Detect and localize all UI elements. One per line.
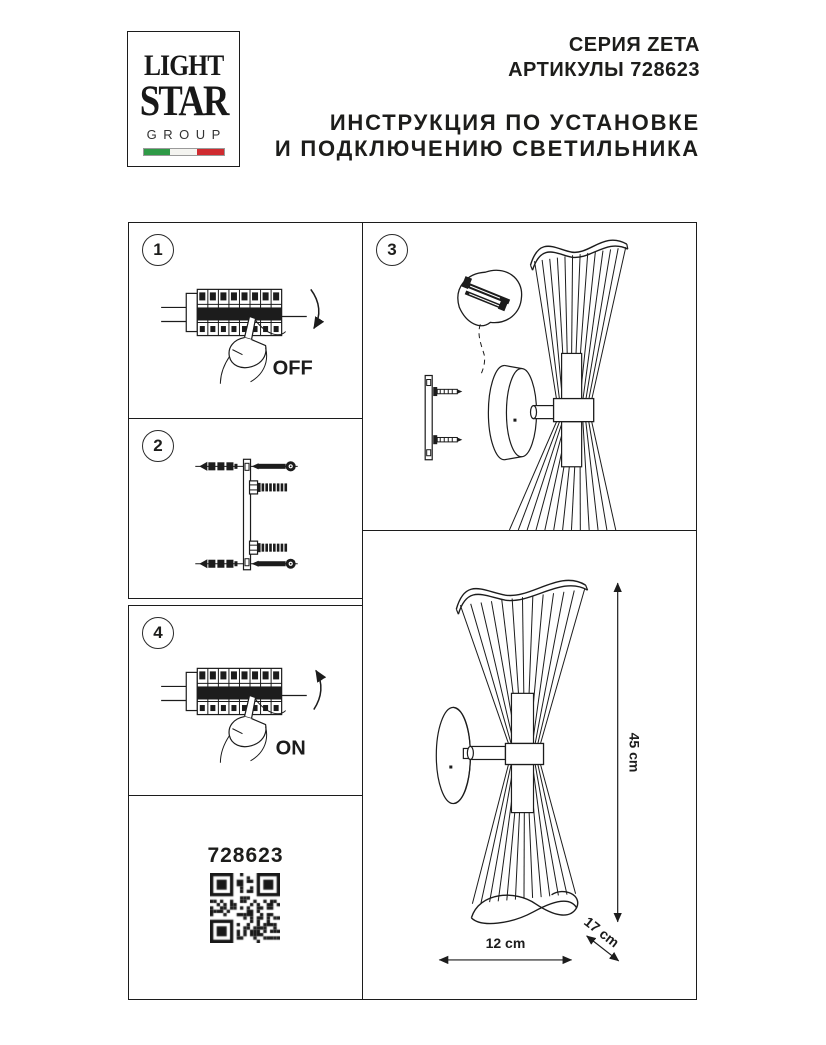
wall-anchor-icon xyxy=(199,462,237,471)
arrow-up-icon xyxy=(314,670,321,709)
breaker-panel xyxy=(161,289,307,335)
step-number: 1 xyxy=(153,240,163,259)
step-number-badge xyxy=(376,234,408,266)
articles-line: АРТИКУЛЫ 728623 xyxy=(508,59,700,81)
width-dimension xyxy=(439,935,571,960)
series-title: СЕРИЯ ZETA xyxy=(568,34,700,56)
panel-article xyxy=(128,795,363,1000)
steps-grid xyxy=(128,222,697,1000)
panel-dimensions xyxy=(362,530,697,1000)
wire-cage xyxy=(509,240,627,530)
wall-anchor-icon xyxy=(199,559,237,568)
panel-step-3 xyxy=(362,222,697,531)
header xyxy=(275,33,700,162)
instruction-title-line2: И ПОДКЛЮЧЕНИЮ СВЕТИЛЬНИКА xyxy=(274,136,700,161)
height-dimension xyxy=(618,583,643,922)
instruction-title xyxy=(275,110,700,162)
italian-flag-bar xyxy=(143,148,225,156)
lightstar-logo xyxy=(127,31,240,167)
depth-dimension xyxy=(581,913,622,961)
logo-word-group: GROUP xyxy=(146,127,227,142)
logo-word-light: LIGHT xyxy=(143,49,224,82)
canopy-disc xyxy=(436,707,470,803)
panel-step-2 xyxy=(128,418,363,599)
article-code: 728623 xyxy=(207,844,284,867)
step-number: 4 xyxy=(153,623,163,642)
detail-balloon xyxy=(458,270,522,373)
qr-code xyxy=(210,873,280,943)
step-number: 2 xyxy=(153,436,163,455)
instruction-title-line1: ИНСТРУКЦИЯ ПО УСТАНОВКЕ xyxy=(329,110,700,135)
panel-step-4 xyxy=(128,605,363,796)
lamp-arm xyxy=(531,406,556,419)
screw-icon xyxy=(252,461,296,471)
flag-white xyxy=(170,149,197,155)
height-dim-label: 45 cm xyxy=(626,732,643,773)
logo-word-star: STAR xyxy=(139,78,228,125)
off-label: OFF xyxy=(272,357,313,380)
flag-green xyxy=(144,149,171,155)
canopy-disc xyxy=(488,365,536,459)
panel-step-1 xyxy=(128,222,363,419)
on-label: ON xyxy=(275,737,306,760)
step-number-badge xyxy=(142,617,174,649)
bolt-icon xyxy=(250,541,288,554)
depth-dim-label: 17 cm xyxy=(581,913,623,951)
screw-icon xyxy=(252,559,296,569)
mounting-bracket xyxy=(425,375,432,459)
dimensions-illustration xyxy=(363,531,696,999)
arrow-down-icon xyxy=(311,289,319,328)
screw-icon xyxy=(433,387,462,396)
step-number-badge xyxy=(142,234,174,266)
screw-icon xyxy=(433,435,462,444)
fastener-detail xyxy=(459,276,512,312)
lamp-arm xyxy=(467,746,505,759)
step-number-badge xyxy=(142,430,174,462)
step-number: 3 xyxy=(387,240,397,259)
assembly-illustration xyxy=(363,223,696,530)
width-dim-label: 12 cm xyxy=(485,934,526,951)
bolt-icon xyxy=(250,481,288,494)
flag-red xyxy=(197,149,224,155)
breaker-panel xyxy=(161,668,307,714)
